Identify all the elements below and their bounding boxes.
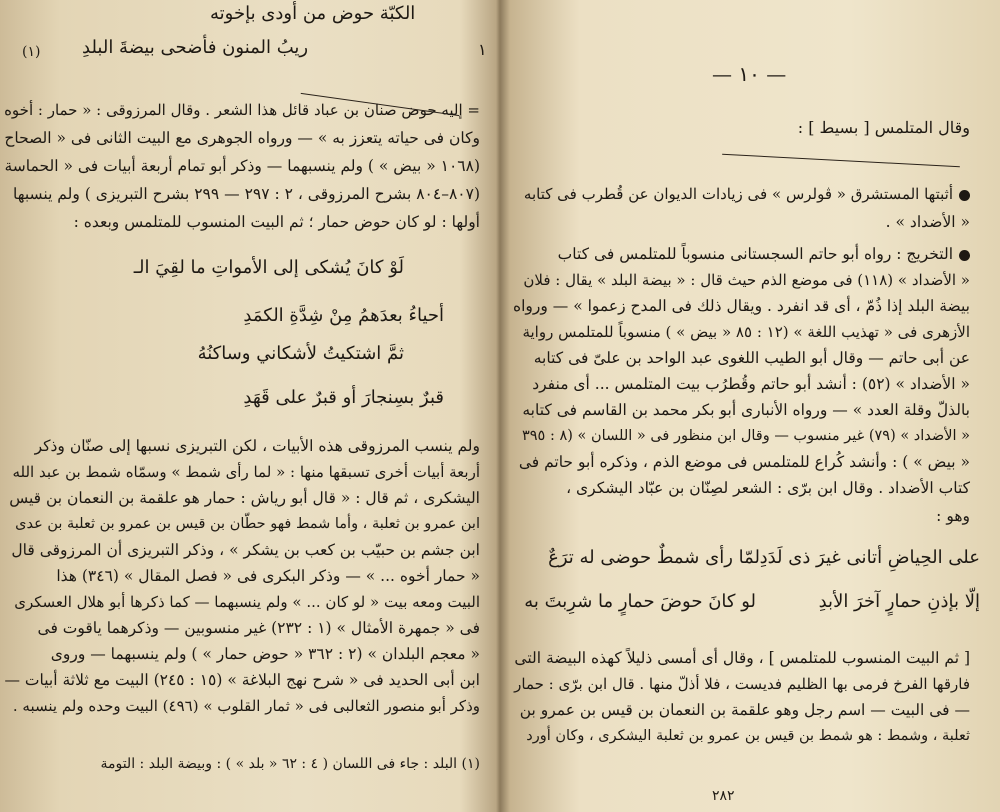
left-para-line-8: فى « جمهرة الأمثال » (١ : ٢٣٢) غير منسوبين — وذكرهما ياقوت فى [37, 619, 480, 637]
right-para-line-2: فارقها الفرخ فرمى بها الظليم فديست ، فلا أذلّ منها . قال ابن برّى : حمار [514, 675, 970, 693]
top-verse: ريبُ المنون فأضحى بيضةَ البلدِ [82, 37, 309, 58]
verse-line-2: أحياءُ بعدَهمُ مِنْ شِدَّةِ الكمَدِ [243, 305, 444, 326]
right-line-1-text: أثبتها المستشرق « ڤولرس » فى زيادات الديوان عن قُطرب فى كتابه [523, 185, 953, 203]
left-para-line-6: « حمار أخوه ... » — وذكر البكرى فى « فصل المقال » (٣٤٦) هذا [56, 567, 480, 585]
left-para-line-7: البيت ومعه بيت « لو كان ... » ولم ينسبهما — كما ذكرها أبو هلال العسكرى [14, 593, 480, 611]
verse1-second-hemistich: على الحِياضِ أتانى غيرَ ذى لَدَدِ [759, 547, 980, 568]
right-line-2: « الأضداد » . [885, 213, 970, 231]
right-line-3 [558, 244, 970, 264]
right-line-5: بيضة البلد إذا ذُمّ ، أى قد انفرد . ويقال ذلك فى المدح زعموا » — ورواه [512, 297, 970, 315]
right-line-9: بالذلّ وقلة العدد » — ورواه الأنبارى أبو بكر محمد بن القاسم فى كتابه [522, 401, 970, 419]
left-para-line-10: ابن أبى الحديد فى « شرح نهج البلاغة » (١٥ : ٢٤٥) البيت مع ثلاثة أبيات — [4, 671, 480, 689]
left-para-line-5: ابن جشم بن حبيّب بن كعب بن يشكر » ، وذكر التبريزى أن المرزوقى قال [11, 541, 480, 559]
bullet-icon [959, 190, 970, 201]
intro-line: وقال المتلمس [ بسيط ] : [797, 118, 970, 137]
right-para-line-4: ثعلبة ، وشمط : هو شمط بن قيس بن عمرو بن ثعلبة اليشكرى ، وكان أورد [526, 728, 970, 744]
verse1-first-hemistich: لمّا رأى شمطٌ حوضى له ترَعٌ [548, 547, 760, 568]
left-para-line-11: وذكر أبو منصور الثعالبى فى « ثمار القلوب » (٤٩٦) البيت وحده ولم ينسبه . [12, 697, 480, 715]
left-para-line-2: أربعة أبيات أخرى تسبقها منها : « لما رأى شمط » وسمّاه شمط بن عبد الله [12, 463, 480, 481]
left-para-line-1: ولم ينسب المرزوقى هذه الأبيات ، لكن التبريزى نسبها إلى صنّان وذكر [34, 437, 480, 455]
left-line-1: = إليه حوض صنان بن عباد قائل هذا الشعر . وقال المرزوقى : « حمار : أخوه [4, 101, 480, 119]
right-line-6: الأزهرى فى « تهذيب اللغة » (١٢ : ٨٥ « بيض » ) منسوباً للمتلمس رواية [522, 323, 970, 341]
right-line-11: « بيض » ) : وأنشد كُراع للمتلمس فى موضع الذم ، وذكره أبو حاتم فى [518, 453, 970, 471]
right-line-3-text: التخريج : رواه أبو حاتم السجستانى منسوباً للمتلمس فى كتاب [557, 245, 953, 263]
left-page [0, 0, 494, 812]
right-line-10: « الأضداد » (٧٩) غير منسوب — وقال ابن منظور فى « اللسان » (٨ : ٣٩٥ [521, 428, 970, 444]
top-left-number: ١ [478, 40, 487, 59]
right-para-line-3: — فى البيت — اسم رجل وهو علقمة بن النعمان بن قيس بن عمرو بن [519, 701, 970, 719]
right-line-8: « الأضداد » (٥٢) : أنشد أبو حاتم وقُطرُب بيت المتلمس ... أى منفرد [532, 375, 970, 393]
top-heading: الكبّة حوض من أودى بإخوته [210, 3, 416, 24]
left-para-line-9: « معجم البلدان » (٢ : ٣٦٢ « حوض حمار » ) ولم ينسبهما — وروى [50, 645, 480, 663]
page-number: ٢٨٢ [712, 788, 735, 804]
right-line-4: « الأضداد » (١١٨) فى موضع الذم حيث قال : « بيضة البلد » يقال : فلان [523, 271, 970, 289]
verse-line-3: ثمَّ اشتكيتُ لأشكاني وساكنُهُ [197, 343, 404, 364]
verse-line-4: قبرٌ بسِنجارَ أو قبرٌ على قَهَدِ [243, 387, 444, 408]
top-note-marker: (١) [22, 44, 41, 60]
left-line-2: وكان فى حياته يتعزز به » — ورواه الجوهرى مع البيت الثانى فى « الصحاح [4, 129, 480, 147]
bullet-icon [959, 250, 970, 261]
right-para-line-1: [ ثم البيت المنسوب للمتلمس ] ، وقال أى أمسى ذليلاً كهذه البيضة التى [514, 649, 970, 667]
right-line-1 [524, 184, 970, 204]
right-page [512, 0, 1000, 812]
right-line-7: عن أبى حاتم — وقال أبو الطيب اللغوى عبد الواحد بن علىّ فى كتابه [533, 349, 970, 367]
left-para-line-4: ابن عمرو بن ثعلبة ، وأما شمط فهو حطّان بن قيس بن عمرو بن ثعلبة بن عدى [15, 516, 480, 532]
verse2-first-hemistich: لو كانَ حوضَ حمارٍ ما شرِبتَ به [524, 591, 756, 612]
left-line-4: (٨٠٧–٨٠٤ بشرح المرزوقى ، ٢ : ٢٩٧ — ٢٩٩ بشرح التبريزى ) ولم ينسبها [13, 185, 480, 203]
intro-rule [722, 154, 960, 167]
right-line-13: وهو : [936, 507, 970, 525]
verse2-second-hemistich: إلّا بإذنِ حمارٍ آخرَ الأبدِ [818, 591, 980, 612]
verse-line-1: لَوْ كانَ يُشكى إلى الأمواتِ ما لقِيَ الـ [133, 257, 404, 278]
right-line-12: كتاب الأضداد . وقال ابن برّى : الشعر لصِنّان بن عبّاد اليشكرى ، [566, 479, 970, 497]
left-footnote: (١) البلد : جاء فى اللسان ( ٤ : ٦٢ « بلد » ) : وبيضة البلد : التومة [100, 756, 480, 772]
left-line-5: أولها : لو كان حوض حمار ؛ ثم البيت المنسوب للمتلمس وبعده : [73, 213, 480, 231]
page-header: — ١٠ — [712, 62, 787, 86]
left-line-3: (١٠٦٨ « بيض » ) ولم ينسبهما — وذكر أبو تمام أربعة أبيات فى « الحماسة [4, 157, 480, 175]
left-para-line-3: اليشكرى ، ثم قال : « قال أبو رياش : حمار هو علقمة بن النعمان بن قيس [9, 489, 480, 507]
